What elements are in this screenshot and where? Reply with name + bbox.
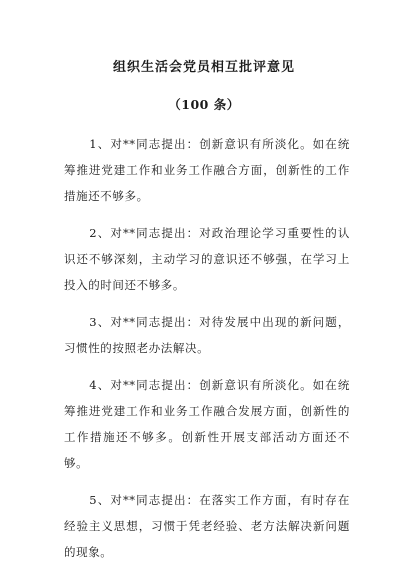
- criticism-item-3: 3、对**同志提出：对待发展中出现的新问题，习惯性的按照老办法解决。: [64, 315, 350, 355]
- criticism-item-4: 4、对**同志提出：创新意识有所淡化。如在统筹推进党建工作和业务工作融合发展方面，创新性的工作措施还不够多。创新性开展支部活动方面还不够。: [64, 378, 350, 470]
- criticism-item-5: 5、对**同志提出：在落实工作方面，有时存在经验主义思想，习惯于凭老经验、老方法解决新问题的现象。: [64, 493, 350, 559]
- document-title: 组织生活会党员相互批评意见: [112, 60, 295, 75]
- criticism-item-2: 2、对**同志提出：对政治理论学习重要性的认识还不够深刻，主动学习的意识还不够强，在学习上投入的时间还不够多。: [64, 226, 350, 292]
- criticism-item-1: 1、对**同志提出：创新意识有所淡化。如在统筹推进党建工作和业务工作融合方面，创新性的工作措施还不够多。: [64, 137, 350, 203]
- document-subtitle: （100 条）: [168, 97, 240, 112]
- document-body: [64, 131, 350, 576]
